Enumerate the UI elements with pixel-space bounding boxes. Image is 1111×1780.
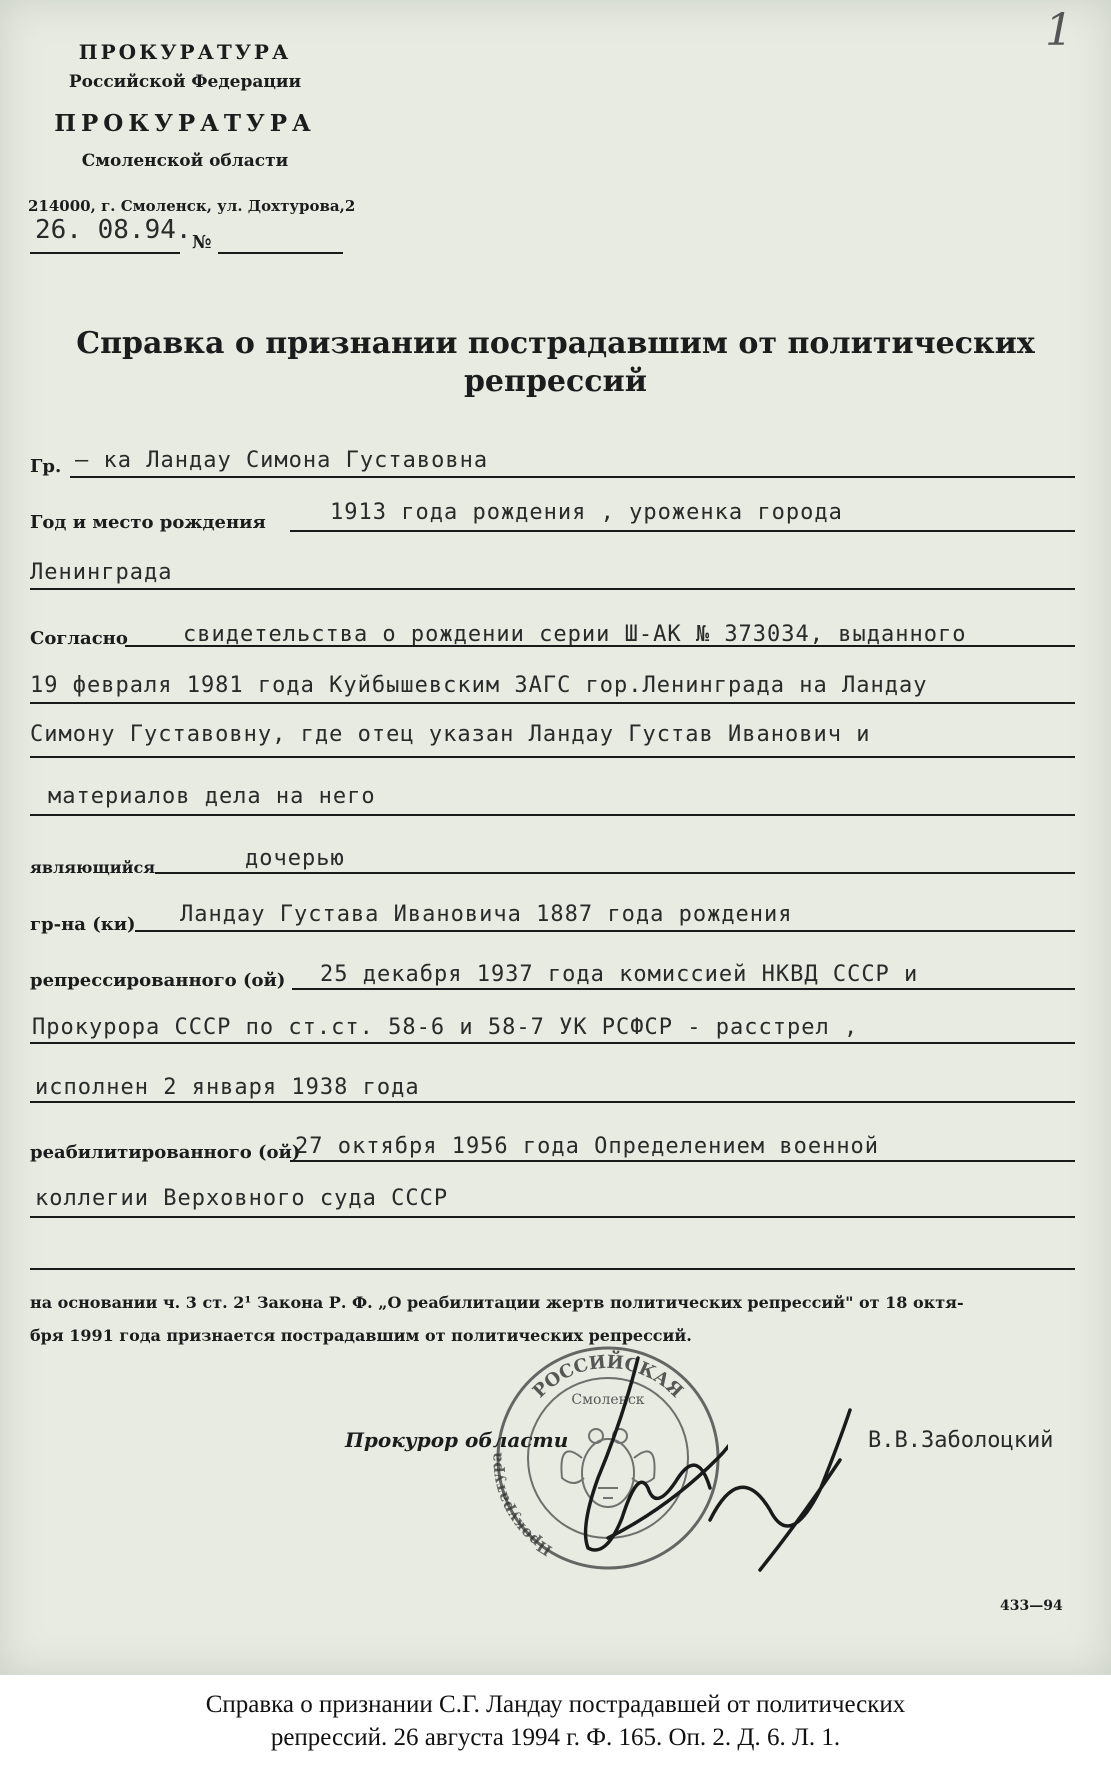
repressed-value-1: 25 декабря 1937 года комиссией НКВД СССР и [320,962,919,987]
according-value-1: свидетельства о рождении серии Ш-АК № 373034, выданного [183,622,967,647]
rule-repressed-3 [30,1101,1075,1103]
header-line-1: ПРОКУРАТУРА [78,40,292,64]
rule-rehab-1 [290,1160,1075,1162]
repressed-value-3: исполнен 2 января 1938 года [35,1075,420,1100]
date-rule [30,252,180,254]
svg-text:РОССИЙСКАЯ: РОССИЙСКАЯ [528,1351,688,1403]
rule-according-2 [30,702,1075,704]
according-value-4: материалов дела на него [48,784,376,809]
rule-according-1 [125,645,1075,647]
rule-according-4 [30,814,1075,816]
rule-repressed-1 [292,988,1075,990]
form-code: 433—94 [1000,1598,1063,1614]
header-line-3: ПРОКУРАТУРА [54,110,316,137]
header-line-4: Смоленской области [81,151,289,171]
svg-text:Прокуратура: Прокуратура [488,1451,556,1560]
according-value-2: 19 февраля 1981 года Куйбышевским ЗАГС гор.Ленинграда на Ландау [30,673,928,698]
birth-value: 1913 года рождения , уроженка города [330,500,843,525]
being-value: дочерью [245,846,345,871]
svg-text:Смоленск: Смоленск [571,1392,645,1408]
rule-according-3 [30,756,1075,758]
birth-value-2: Ленинграда [30,560,173,585]
rule-birth-2 [30,588,1075,590]
rehab-label: реабилитированного (ой) [30,1142,301,1163]
official-seal [488,1338,728,1578]
rehab-value-1: 27 октября 1956 года Определением военной [295,1134,880,1159]
citizen-value: – ка Ландау Симона Густавовна [75,448,489,473]
repressed-value-2: Прокурора СССР по ст.ст. 58-6 и 58-7 УК РСФСР - расстрел , [32,1015,859,1040]
rule-rehab-2 [30,1216,1075,1218]
according-value-3: Симону Густавовну, где отец указан Ландау Густав Иванович и [30,722,871,747]
caption [0,1688,1111,1754]
header-date: 26. 08.94. [35,215,192,245]
rule-repressed-2 [30,1042,1075,1044]
rule-of-citizen [135,930,1075,932]
header-address: 214000, г. Смоленск, ул. Дохтурова,2 [28,197,356,215]
signature-flourish [700,1400,860,1580]
rule-birth [290,530,1075,532]
citizen-label: Гр. [30,456,62,477]
number-rule [218,252,343,254]
eagle-emblem-icon [561,1429,654,1507]
title-line-1: Справка о признании пострадавшим от политических [76,326,1035,361]
of-citizen-label: гр-на (ки) [30,914,136,935]
repressed-label: репрессированного (ой) [30,970,286,991]
title-line-2: репрессий [463,364,648,399]
page-number: 1 [1045,5,1073,56]
birth-label: Год и место рождения [30,512,266,533]
rule-being [155,872,1075,874]
being-label: являющийся [30,858,156,877]
signature-role: Прокурор области [345,1428,569,1452]
rule-blank [30,1268,1075,1270]
caption-line-1: Справка о признании С.Г. Ландау пострадавшей от политических [205,1691,906,1718]
signature-name: В.В.Заболоцкий [868,1428,1054,1453]
basis-line-1: на основании ч. 3 ст. 2¹ Закона Р. Ф. „О реабилитации жертв политических репрессий" от 18 октя- [30,1293,964,1312]
header-line-2: Российской Федерации [68,72,302,92]
of-citizen-value: Ландау Густава Ивановича 1887 года рождения [180,902,793,927]
according-label: Согласно [30,628,128,649]
rehab-value-2: коллегии Верховного суда СССР [35,1186,449,1211]
rule-citizen [70,476,1075,478]
caption-line-2: репрессий. 26 августа 1994 г. Ф. 165. Оп. 2. Д. 6. Л. 1. [270,1724,841,1751]
basis-line-2: бря 1991 года признается пострадавшим от политических репрессий. [30,1326,692,1345]
number-label: № [192,232,212,253]
